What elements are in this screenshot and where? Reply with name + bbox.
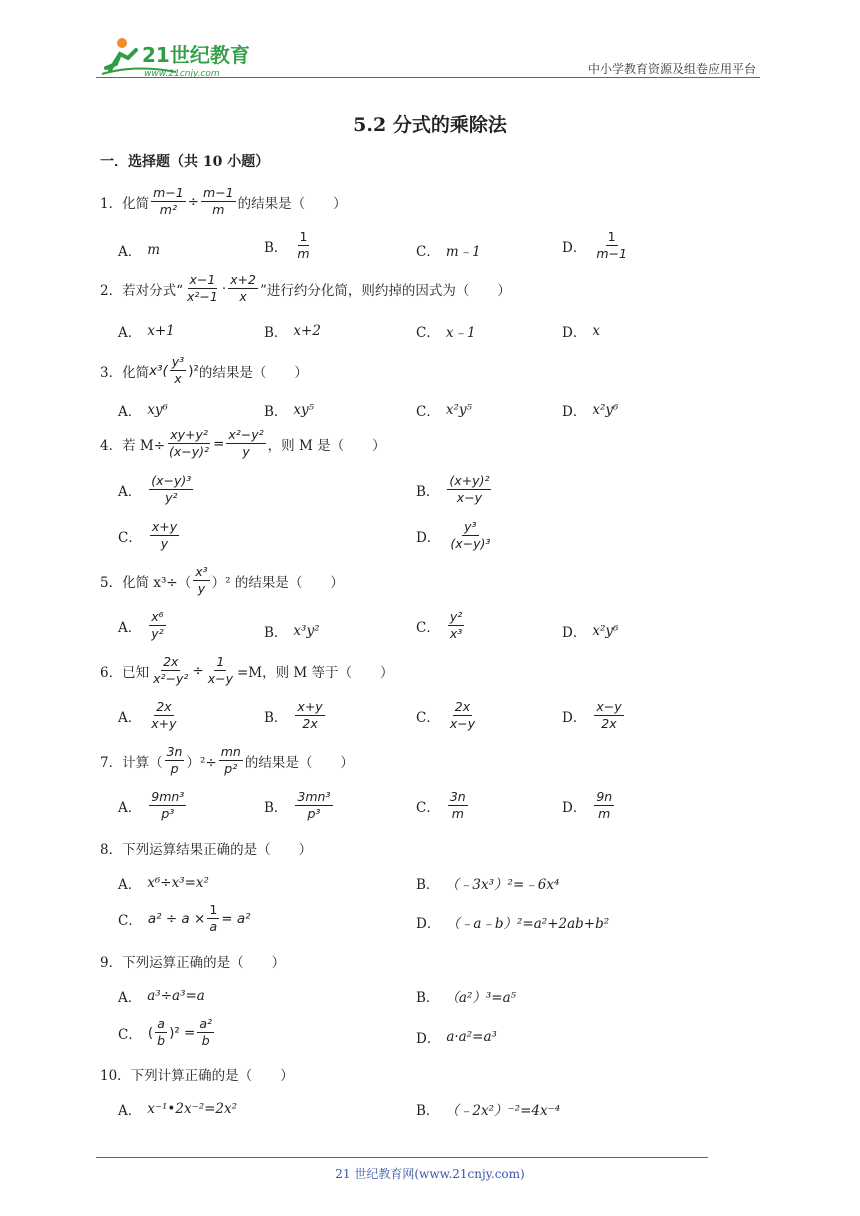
fraction: $\frac{2x}{x-y}$: [449, 699, 476, 732]
logo-text: 21世纪教育: [142, 43, 250, 67]
question-stem: ，则 M 是（: [267, 437, 345, 454]
question-stem: ）: [372, 437, 386, 454]
option-6a[interactable]: [118, 700, 181, 732]
fraction: $\frac{m-1}{\text{m²}}$: [153, 185, 184, 218]
option-label: B．: [264, 625, 288, 641]
fraction: $\frac{\text{y³}}{x}$: [171, 354, 185, 387]
option-label: C．: [416, 799, 440, 816]
header-divider: [96, 77, 760, 78]
option-label: A．: [118, 877, 142, 893]
option-9b[interactable]: [416, 986, 516, 1006]
question-stem: 6．已知: [100, 664, 150, 681]
expression: )²: [188, 362, 199, 379]
fraction: $\frac{\text{y²}}{\text{x³}}$: [449, 609, 463, 642]
option-label: C．: [416, 709, 440, 726]
option-2c[interactable]: [416, 321, 476, 341]
fraction: $\frac{\text{3mn³}}{\text{p³}}$: [297, 789, 331, 822]
option-text: x⁶÷x³=x²: [147, 875, 209, 891]
question-stem: ）: [294, 364, 308, 381]
option-label: D．: [416, 916, 441, 932]
question-stem: ）: [330, 574, 344, 591]
option-label: A．: [118, 483, 142, 500]
option-3d[interactable]: [562, 400, 618, 420]
question-stem: 8．下列运算结果正确的是（: [100, 842, 271, 858]
fraction: $\frac{3n}{m}$: [449, 789, 466, 822]
option-6b[interactable]: [264, 700, 327, 732]
fraction: $\frac{x+y}{2x}$: [297, 699, 323, 732]
fraction: $\frac{\text{a²}}{b}$: [199, 1016, 213, 1049]
option-label: A．: [118, 709, 142, 726]
option-label: B．: [264, 325, 288, 341]
option-text: （﹣2x²）⁻²=4x⁻⁴: [445, 1103, 561, 1119]
option-1a[interactable]: [118, 240, 160, 260]
fraction: $\frac{1}{m}$: [297, 229, 310, 262]
option-4a[interactable]: [118, 474, 195, 506]
question-stem: 的结果是（: [237, 195, 306, 212]
question-9: [100, 951, 285, 971]
option-text: m: [147, 242, 161, 258]
option-text: xy⁵: [293, 402, 315, 418]
option-label: C．: [118, 1026, 142, 1043]
platform-name: 中小学教育资源及组卷应用平台: [587, 62, 756, 76]
option-text: x+2: [293, 323, 321, 339]
question-6: [100, 655, 394, 687]
option-4b[interactable]: [416, 474, 493, 506]
site-logo: [96, 34, 266, 80]
fraction: $\frac{\text{xy+y²}}{\text{(x−y)²}}$: [169, 427, 210, 460]
question-8: [100, 838, 312, 858]
option-8c[interactable]: [118, 903, 251, 935]
option-label: D．: [416, 529, 441, 546]
option-label: C．: [118, 912, 142, 929]
option-label: A．: [118, 244, 142, 260]
option-2d[interactable]: [562, 321, 600, 341]
fraction: $\frac{\text{x⁶}}{\text{y²}}$: [151, 609, 164, 642]
fraction: $\frac{1}{m-1}$: [596, 229, 627, 262]
question-7: [100, 745, 354, 777]
expression: = a²: [221, 910, 251, 927]
option-text: x+1: [147, 323, 175, 339]
question-4: [100, 428, 386, 460]
fraction: $\frac{\text{(x+y)²}}{x-y}$: [449, 473, 490, 506]
option-text: x: [592, 323, 600, 339]
fraction: $\frac{x+y}{y}$: [151, 519, 178, 552]
fraction: $\frac{\text{x²−y²}}{y}$: [228, 427, 264, 460]
fraction: $\frac{\text{y³}}{\text{(x−y)³}}$: [450, 519, 491, 552]
question-stem: 2．若对分式“: [100, 282, 183, 299]
option-text: （a²）³=a⁵: [445, 990, 517, 1006]
option-label: C．: [416, 325, 440, 341]
question-stem: ）: [333, 195, 347, 212]
option-label: D．: [562, 404, 587, 420]
option-label: A．: [118, 1103, 142, 1119]
option-1b[interactable]: [264, 230, 314, 262]
question-stem: ）: [497, 282, 511, 299]
question-stem: ”进行约分化简，则约掉的因式为（: [259, 282, 470, 299]
option-label: B．: [416, 1103, 440, 1119]
fraction: $\frac{mn}{\text{p²}}$: [220, 744, 241, 777]
question-stem: 的结果是（: [244, 754, 313, 771]
option-label: B．: [416, 990, 440, 1006]
question-5: [100, 565, 344, 597]
fraction: $\frac{1}{a}$: [209, 902, 218, 935]
question-10: [100, 1064, 294, 1084]
option-8b[interactable]: [416, 873, 559, 893]
fraction: $\frac{9n}{m}$: [596, 789, 613, 822]
option-text: x³y²: [293, 623, 320, 639]
option-label: D．: [562, 325, 587, 341]
question-stem: 3．化简: [100, 364, 150, 381]
question-stem: ）: [298, 842, 313, 858]
option-2a[interactable]: [118, 321, 175, 341]
fraction: $\frac{2x}{x+y}$: [151, 699, 177, 732]
expression: x³(: [149, 362, 168, 379]
fraction: $\frac{2x}{\text{x²−y²}}$: [153, 654, 189, 687]
option-label: A．: [118, 404, 142, 420]
option-10a[interactable]: [118, 1099, 237, 1119]
operator: ÷: [192, 662, 204, 679]
option-label: A．: [118, 799, 142, 816]
option-7b[interactable]: [264, 790, 335, 822]
page-title: 5.2 分式的乘除法: [353, 114, 507, 136]
option-label: B．: [264, 239, 288, 256]
expression: (: [147, 1024, 154, 1041]
fraction: $\frac{a}{b}$: [157, 1016, 166, 1049]
option-text: a·a²=a³: [446, 1029, 497, 1045]
operator: ÷: [187, 193, 200, 210]
option-label: A．: [118, 619, 142, 636]
option-2b[interactable]: [264, 321, 321, 341]
question-2: [100, 273, 511, 305]
option-label: D．: [562, 239, 587, 256]
option-9d[interactable]: [416, 1027, 497, 1047]
expression: )² =: [169, 1024, 196, 1041]
option-text: x²y⁶: [592, 623, 619, 639]
option-7a[interactable]: [118, 790, 188, 822]
option-4c[interactable]: [118, 520, 181, 552]
option-text: x²y⁶: [592, 402, 619, 418]
option-6c[interactable]: [416, 700, 479, 732]
question-stem: 5．化简 x³÷（: [100, 574, 192, 591]
option-text: x⁻¹•2x⁻²=2x²: [147, 1101, 238, 1117]
question-stem: =M，则 M 等于（: [236, 664, 353, 681]
option-label: B．: [264, 799, 288, 816]
option-label: B．: [416, 877, 440, 893]
option-9a[interactable]: [118, 986, 205, 1006]
option-5d[interactable]: [562, 621, 618, 641]
option-8d[interactable]: [416, 912, 609, 932]
option-3b[interactable]: [264, 400, 314, 420]
option-label: B．: [264, 709, 288, 726]
fraction: $\frac{\text{9mn³}}{\text{p³}}$: [151, 789, 185, 822]
option-4d[interactable]: [416, 520, 494, 552]
option-5c[interactable]: [416, 610, 466, 642]
option-9c[interactable]: [118, 1017, 216, 1049]
option-label: C．: [118, 529, 142, 546]
fraction: $\frac{x+2}{x}$: [230, 272, 256, 305]
operator: ·: [221, 280, 227, 297]
question-stem: 的结果是（: [198, 364, 267, 381]
operator: =: [213, 435, 225, 452]
footer-divider: [96, 1157, 708, 1158]
option-1c[interactable]: [416, 240, 481, 260]
question-stem: ）: [280, 1068, 294, 1084]
question-stem: 9．下列运算正确的是（: [100, 955, 244, 971]
option-text: x²y⁵: [445, 402, 472, 418]
option-7d[interactable]: [562, 790, 616, 822]
option-text: xy⁶: [147, 402, 168, 418]
option-3c[interactable]: [416, 400, 472, 420]
option-text: a³÷a³=a: [147, 988, 205, 1004]
option-text: （﹣a﹣b）²=a²+2ab+b²: [446, 916, 610, 932]
fraction: $\frac{m-1}{m}$: [203, 185, 234, 218]
fraction: $\frac{x-y}{2x}$: [596, 699, 622, 732]
question-stem: 7．计算（: [100, 754, 163, 771]
expression: a² ÷ a ×: [147, 910, 206, 927]
fraction: $\frac{1}{x-y}$: [207, 654, 233, 687]
question-stem: ）² 的结果是（: [211, 574, 303, 591]
question-3: [100, 355, 308, 387]
option-5a[interactable]: [118, 610, 168, 642]
question-stem: ）: [340, 754, 354, 771]
option-text: （﹣3x³）²=﹣6x⁴: [445, 877, 560, 893]
option-label: A．: [118, 325, 142, 341]
question-1: [100, 186, 347, 218]
operator: ）²÷: [186, 754, 217, 771]
question-stem: ）: [380, 664, 394, 681]
option-5b[interactable]: [264, 621, 320, 641]
fraction: $\frac{3n}{p}$: [166, 744, 183, 777]
runner-logo-icon: [96, 34, 266, 80]
option-label: D．: [562, 709, 587, 726]
option-text: m﹣1: [445, 244, 481, 260]
fraction: $\frac{x-1}{\text{x²−1}}$: [187, 272, 218, 305]
option-label: D．: [562, 625, 587, 641]
option-label: C．: [416, 404, 440, 420]
fraction: $\frac{\text{x³}}{y}$: [195, 564, 208, 597]
logo-url: www.21cnjy.com: [144, 69, 220, 79]
option-8a[interactable]: [118, 873, 209, 893]
option-label: C．: [416, 619, 440, 636]
footer-link[interactable]: 21 世纪教育网(www.21cnjy.com): [335, 1167, 525, 1181]
option-label: C．: [416, 244, 440, 260]
option-3a[interactable]: [118, 400, 168, 420]
option-1d[interactable]: [562, 230, 631, 262]
option-label: B．: [264, 404, 288, 420]
option-6d[interactable]: [562, 700, 626, 732]
option-label: B．: [416, 483, 440, 500]
question-stem: ）: [271, 955, 286, 971]
option-7c[interactable]: [416, 790, 470, 822]
section-heading: 一．选择题（共 10 小题）: [100, 154, 270, 170]
question-stem: 1．化简: [100, 195, 150, 212]
option-10b[interactable]: [416, 1099, 560, 1119]
option-label: D．: [562, 799, 587, 816]
question-stem: 10．下列计算正确的是（: [100, 1068, 253, 1084]
option-label: D．: [416, 1031, 441, 1047]
option-label: A．: [118, 990, 142, 1006]
question-stem: 4．若 M÷: [100, 437, 166, 454]
option-text: x﹣1: [445, 325, 476, 341]
fraction: $\frac{\text{(x−y)³}}{\text{y²}}$: [151, 473, 192, 506]
